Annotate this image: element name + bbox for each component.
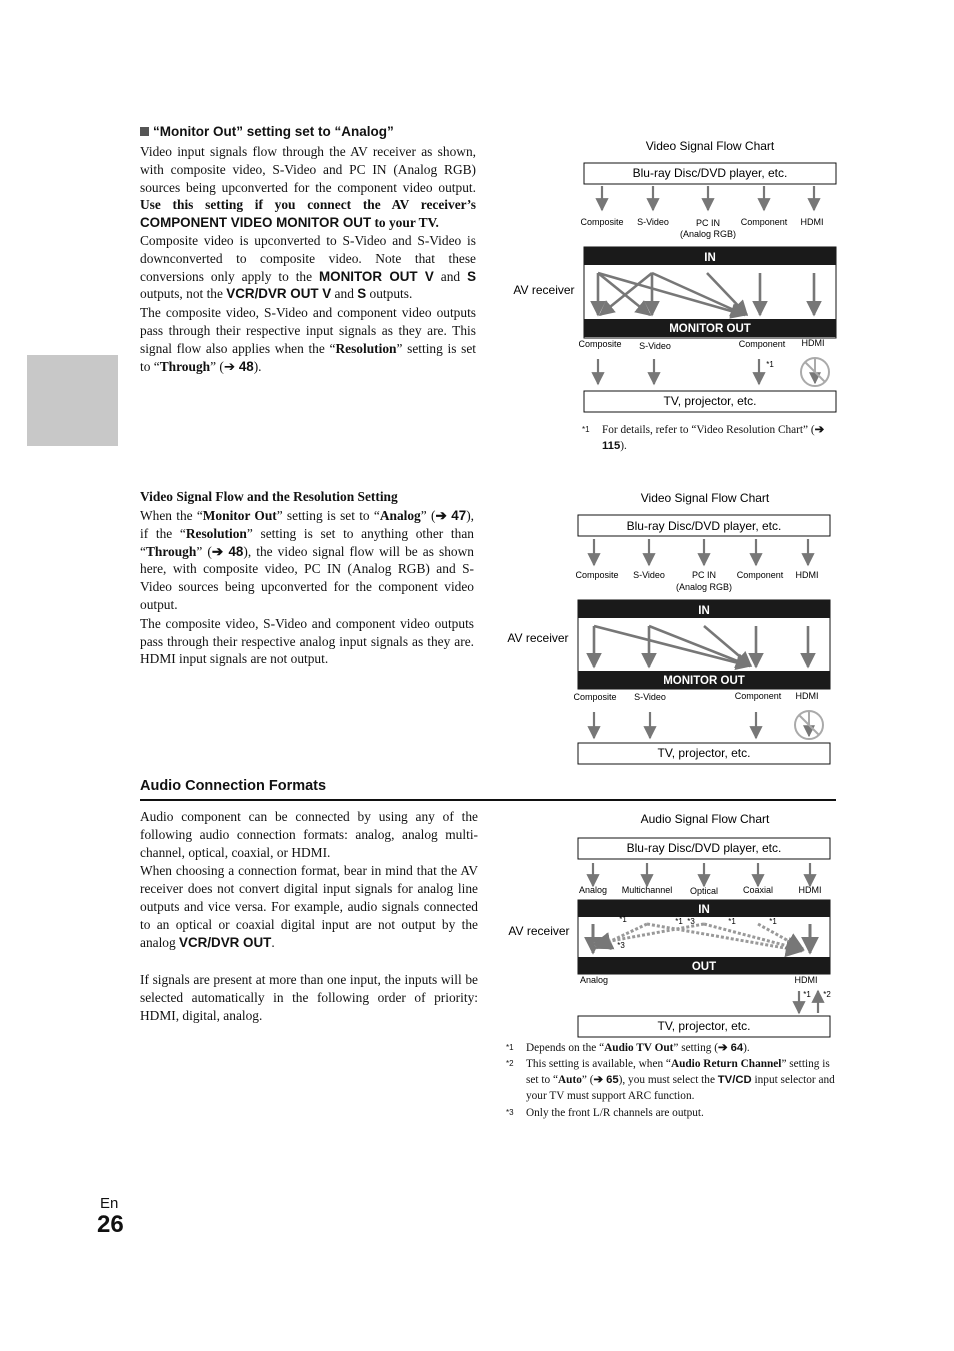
chart1-footnote: *1 For details, refer to “Video Resolution Chart” (➔ 115). xyxy=(582,424,825,452)
chart1-title: Video Signal Flow Chart xyxy=(645,139,775,153)
chart3-input-coaxial: Coaxial xyxy=(742,885,774,895)
chart1-output-svideo: S-Video xyxy=(639,341,671,351)
section3-body xyxy=(140,808,478,1025)
footnote-1: *1 Depends on the “Audio TV Out” setting (➔ 64). xyxy=(506,1042,750,1054)
chart3-input-arrows xyxy=(593,863,810,886)
square-bullet-icon xyxy=(140,127,149,136)
chart2-input-svideo: S-Video xyxy=(633,570,665,580)
chart2-sink-label: TV, projector, etc. xyxy=(657,746,751,760)
chart2-input-hdmi: HDMI xyxy=(795,570,819,580)
chart2-input-analog-rgb: (Analog RGB) xyxy=(675,582,733,592)
video-signal-flow-chart-1 xyxy=(500,134,845,419)
section2-paragraph-1: When the “Monitor Out” setting is set to “Analog” (➔ 47), if the “Resolution” setting is set to anything other than “Through” (➔ 48), the video signal flow will be as shown here, with composite video, PC IN (Analog RGB) and S-Video sources being upconverted for the component video output. xyxy=(140,508,474,612)
chart1-input-svideo: S-Video xyxy=(637,217,669,227)
chart1-input-arrows xyxy=(602,186,814,210)
section2-paragraph-2: The composite video, S-Video and component video outputs pass through their respective analog input signals as they are. HDMI input signals are not output. xyxy=(140,615,474,667)
chart3-source-label: Blu-ray Disc/DVD player, etc. xyxy=(626,841,782,855)
page-number: 26 xyxy=(97,1211,124,1238)
chart3-mark-c: *3 xyxy=(687,917,695,926)
chart1-source-label: Blu-ray Disc/DVD player, etc. xyxy=(632,166,788,180)
chart2-receiver-label: AV receiver xyxy=(507,631,569,645)
chart3-output-hdmi: HDMI xyxy=(794,975,818,985)
chart1-input-hdmi: HDMI xyxy=(800,217,824,227)
section1-body xyxy=(140,143,476,375)
chart3-out-label: OUT xyxy=(691,961,717,973)
chart1-footnote-mark: *1 xyxy=(582,425,590,434)
chart3-in-label: IN xyxy=(698,904,710,916)
chart2-output-svideo: S-Video xyxy=(634,692,666,702)
chart2-no-output-icon xyxy=(795,711,823,739)
section3-paragraph-3: If signals are present at more than one input, the inputs will be selected automatically in the following order of priority: HDMI, digital, analog. xyxy=(140,972,478,1023)
section1-paragraph-2: Composite video is upconverted to S-Video and S-Video is downconverted to composite video. Note that these conversions only apply to the MONITOR OUT V and S outputs, not the VCR/DVR OUT V and S outputs. xyxy=(140,232,477,302)
chart2-output-component: Component xyxy=(734,691,782,701)
chart2-in-label: IN xyxy=(698,605,710,617)
chart3-mark-a: *1 xyxy=(619,915,627,924)
chart1-input-composite: Composite xyxy=(580,217,624,227)
chart2-input-pcin: PC IN xyxy=(691,570,717,580)
chart3-input-hdmi: HDMI xyxy=(798,885,822,895)
chart3-input-optical: Optical xyxy=(689,886,719,896)
chart3-mark-g: *1 xyxy=(803,990,811,999)
section-rule xyxy=(140,799,836,801)
section2-body xyxy=(140,507,474,668)
audio-signal-flow-chart xyxy=(494,808,839,1043)
chart1-output-component: Component xyxy=(738,339,786,349)
section3-paragraph-1: Audio component can be connected by using any of the following audio connection formats: analog, analog multi-channel, optical, coaxial, or HDMI. xyxy=(140,809,478,860)
section-tab xyxy=(27,355,118,446)
chart1-input-analog-rgb: (Analog RGB) xyxy=(679,229,737,239)
section1-paragraph-1: Video input signals flow through the AV receiver as shown, with composite video, S-Video and PC IN (Analog RGB) sources being upconverted for the component video output. Use this setting if you connect the AV receiver’s COMPONENT VIDEO MONITOR OUT to your TV. xyxy=(140,144,476,231)
audio-footnotes xyxy=(506,1040,836,1121)
chart2-input-arrows xyxy=(594,539,808,565)
chart3-mark-f: *3 xyxy=(617,941,625,950)
section3-title: Audio Connection Formats xyxy=(140,778,327,794)
chart3-mark-d: *1 xyxy=(728,917,736,926)
chart1-out-label: MONITOR OUT xyxy=(669,323,751,335)
chart2-title: Video Signal Flow Chart xyxy=(640,491,770,505)
chart2-input-composite: Composite xyxy=(575,570,619,580)
chart1-note-mark: *1 xyxy=(766,360,774,369)
chart1-in-label: IN xyxy=(704,252,716,264)
chart3-mark-h: *2 xyxy=(823,990,831,999)
chart1-output-arrows xyxy=(598,359,759,384)
page-language: En xyxy=(100,1195,119,1212)
chart2-source-label: Blu-ray Disc/DVD player, etc. xyxy=(626,519,782,533)
chart3-title: Audio Signal Flow Chart xyxy=(640,812,770,826)
chart3-output-analog: Analog xyxy=(579,975,609,985)
chart3-sink-label: TV, projector, etc. xyxy=(657,1019,751,1033)
chart1-sink-label: TV, projector, etc. xyxy=(663,394,757,408)
chart3-receiver-label: AV receiver xyxy=(508,924,570,938)
section2-heading: Video Signal Flow and the Resolution Setting xyxy=(140,489,398,504)
footnote-2: *2 This setting is available, when “Audio Return Channel” setting is set to “Auto” (➔ 65), you must select the TV/CD input selector and your TV must support ARC function. xyxy=(506,1058,835,1102)
chart1-no-output-icon xyxy=(801,358,829,386)
section1-paragraph-3: The composite video, S-Video and component video outputs pass through their respective input signals as they are. This signal flow also applies when the “Resolution” setting is set to “Through” (➔ 48). xyxy=(140,305,476,374)
chart3-mark-e: *1 xyxy=(769,917,777,926)
chart3-input-multichannel: Multichannel xyxy=(621,885,673,895)
section3-paragraph-2: When choosing a connection format, bear in mind that the AV receiver does not convert digital input signals for analog line outputs and vice versa. For example, audio signals connected to an optical or coaxial digital input are not output by the analog VCR/DVR OUT. xyxy=(140,863,478,950)
chart2-out-label: MONITOR OUT xyxy=(663,675,745,687)
chart2-input-component: Component xyxy=(736,570,784,580)
chart3-input-analog: Analog xyxy=(578,885,608,895)
video-signal-flow-chart-2 xyxy=(494,487,839,772)
section1-heading: “Monitor Out” setting set to “Analog” xyxy=(140,124,394,139)
chart3-mark-b: *1 xyxy=(675,917,683,926)
chart1-receiver-label: AV receiver xyxy=(513,283,575,297)
chart1-input-component: Component xyxy=(740,217,788,227)
chart1-input-pcin: PC IN xyxy=(695,218,721,228)
chart1-output-composite: Composite xyxy=(578,339,622,349)
chart2-output-composite: Composite xyxy=(573,692,617,702)
footnote-3: *3 Only the front L/R channels are output. xyxy=(506,1107,704,1119)
chart2-output-hdmi: HDMI xyxy=(795,691,819,701)
chart2-output-arrows xyxy=(594,712,756,738)
chart1-output-hdmi: HDMI xyxy=(801,338,825,348)
